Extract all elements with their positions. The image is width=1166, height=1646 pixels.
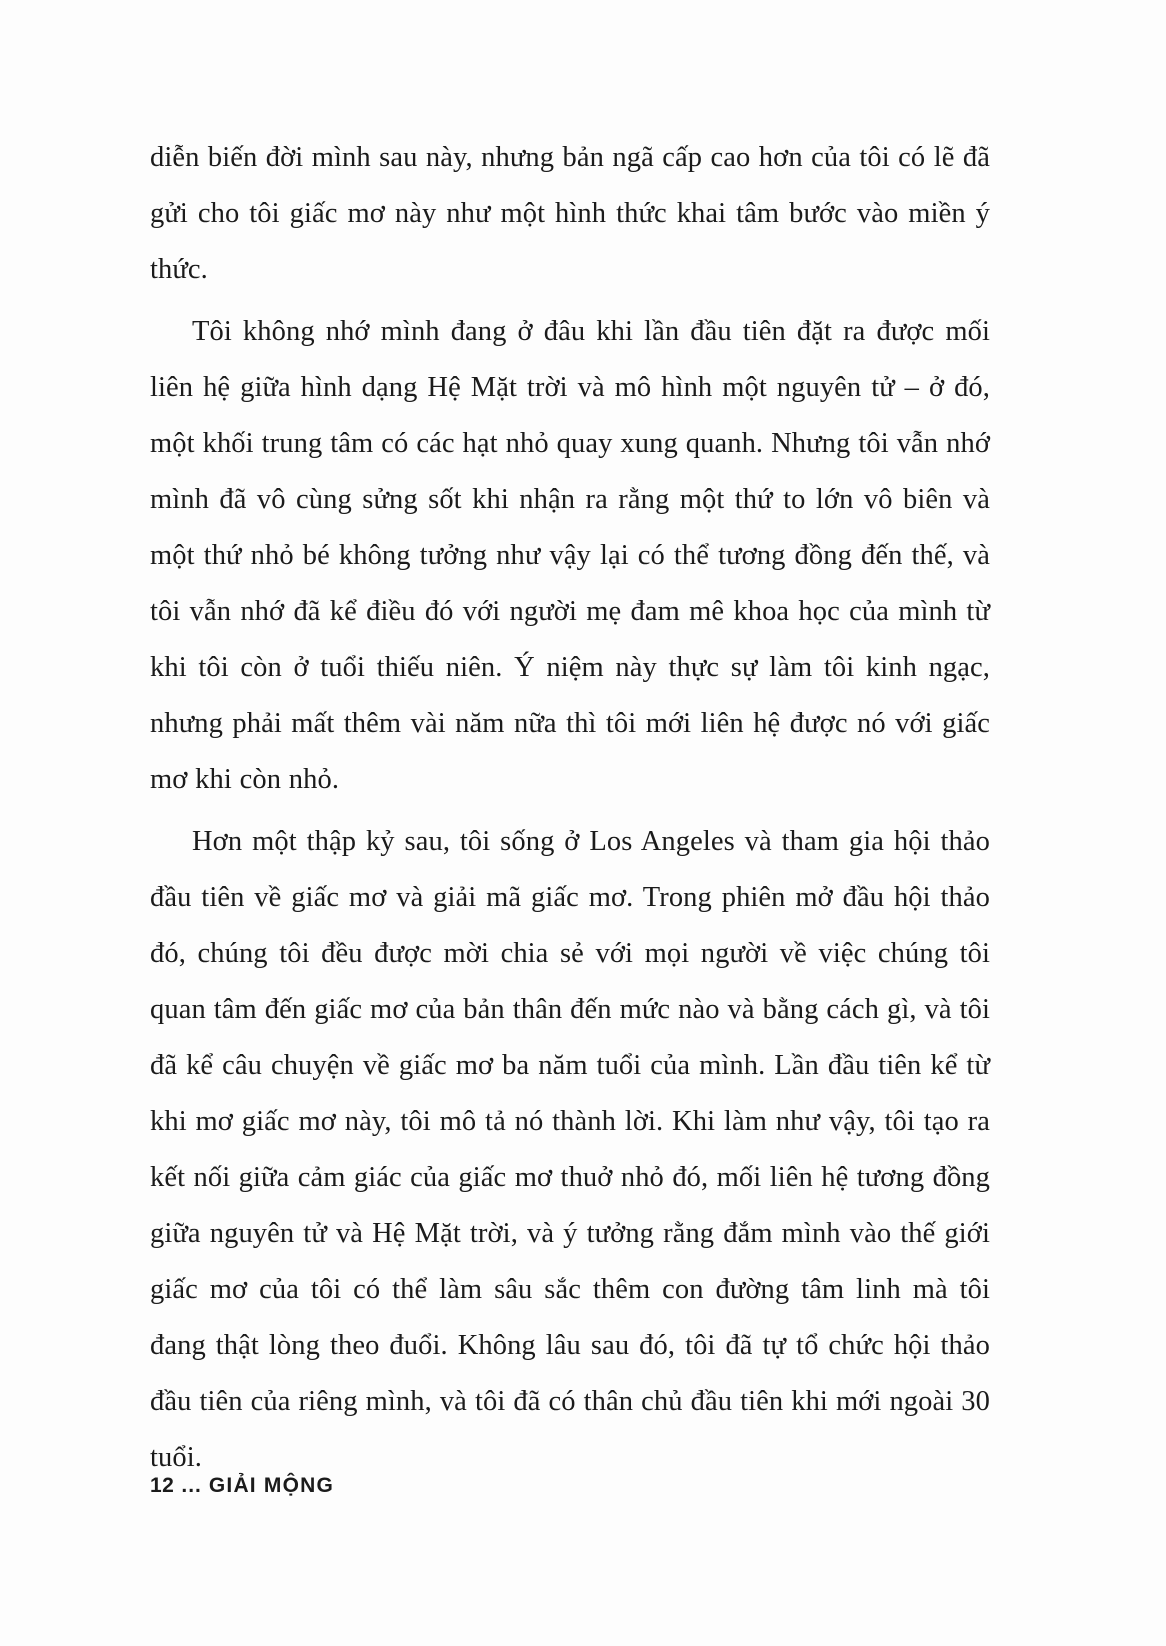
page-number: 12 xyxy=(150,1474,175,1497)
page-footer xyxy=(150,1474,334,1498)
footer-separator: ... xyxy=(181,1474,202,1497)
running-title: GIẢI MỘNG xyxy=(208,1474,335,1497)
paragraph: Hơn một thập kỷ sau, tôi sống ở Los Angeles và tham gia hội thảo đầu tiên về giấc mơ và giải mã giấc mơ. Trong phiên mở đầu hội thảo đó, chúng tôi đều được mời chia sẻ với mọi người về việc chúng tôi quan tâm đến giấc mơ của bản thân đến mức nào và bằng cách gì, và tôi đã kể câu chuyện về giấc mơ ba năm tuổi của mình. Lần đầu tiên kể từ khi mơ giấc mơ này, tôi mô tả nó thành lời. Khi làm như vậy, tôi tạo ra kết nối giữa cảm giác của giấc mơ thuở nhỏ đó, mối liên hệ tương đồng giữa nguyên tử và Hệ Mặt trời, và ý tưởng rằng đắm mình vào thế giới giấc mơ của tôi có thể làm sâu sắc thêm con đường tâm linh mà tôi đang thật lòng theo đuổi. Không lâu sau đó, tôi đã tự tổ chức hội thảo đầu tiên của riêng mình, và tôi đã có thân chủ đầu tiên khi mới ngoài 30 tuổi. xyxy=(150,826,990,1473)
paragraph: Tôi không nhớ mình đang ở đâu khi lần đầu tiên đặt ra được mối liên hệ giữa hình dạng Hệ Mặt trời và mô hình một nguyên tử – ở đó, một khối trung tâm có các hạt nhỏ quay xung quanh. Nhưng tôi vẫn nhớ mình đã vô cùng sửng sốt khi nhận ra rằng một thứ to lớn vô biên và một thứ nhỏ bé không tưởng như vậy lại có thể tương đồng đến thế, và tôi vẫn nhớ đã kể điều đó với người mẹ đam mê khoa học của mình từ khi tôi còn ở tuổi thiếu niên. Ý niệm này thực sự làm tôi kinh ngạc, nhưng phải mất thêm vài năm nữa thì tôi mới liên hệ được nó với giấc mơ khi còn nhỏ. xyxy=(150,316,990,795)
paragraph-continuation: diễn biến đời mình sau này, nhưng bản ngã cấp cao hơn của tôi có lẽ đã gửi cho tôi giấc mơ này như một hình thức khai tâm bước vào miền ý thức. xyxy=(150,142,990,285)
page-body xyxy=(150,130,990,1492)
